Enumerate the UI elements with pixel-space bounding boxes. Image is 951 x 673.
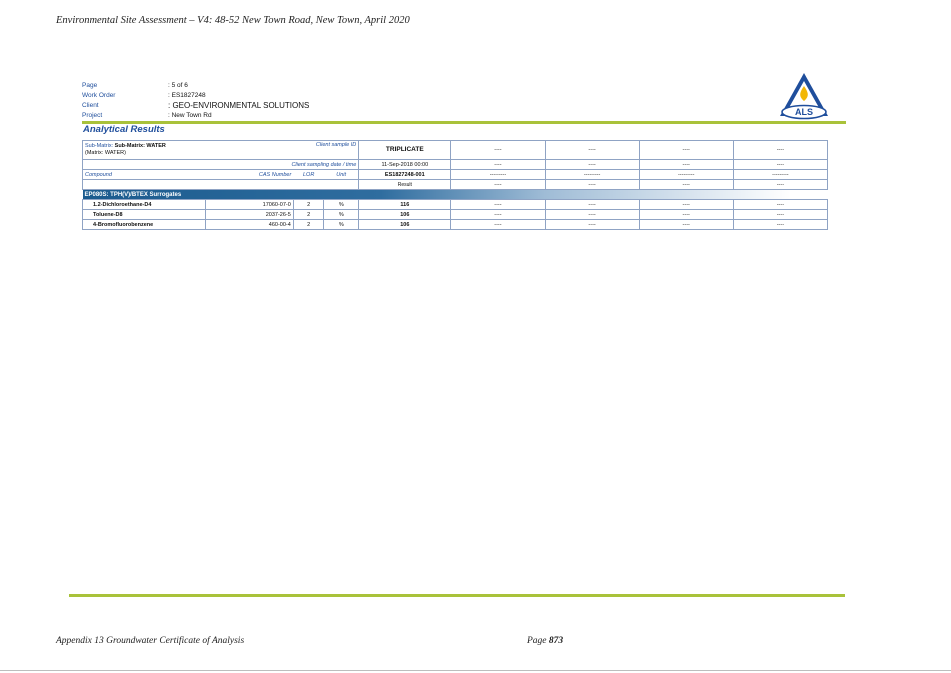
meta-value: : 5 of 6 [168,82,188,89]
matrix: (Matrix: WATER) [85,150,126,156]
result-empty: ---- [451,200,545,210]
result-value: 106 [359,210,451,220]
meta-value: : GEO-ENVIRONMENTAL SOLUTIONS [168,101,310,110]
footer-page-value: 873 [548,636,564,646]
meta-label: Client [82,102,99,109]
sampling-label: Client sampling date / time [83,160,359,170]
meta-label: Page [82,82,98,89]
analytical-results-table [82,140,828,230]
result-empty: ---- [451,210,545,220]
meta-label: Work Order [82,92,116,99]
unit-value: % [324,220,359,230]
sample-id-empty: ---- [639,141,733,160]
result-empty: ---- [639,220,733,230]
unit-header: Unit [324,170,359,180]
lab-id-empty: --------- [639,170,733,180]
meta-row-project [82,111,309,121]
lor-header: LOR [293,170,324,180]
sampling-empty: ---- [733,160,827,170]
meta-row-work-order [82,91,309,101]
lor-value: 2 [293,200,324,210]
lab-id-empty: --------- [545,170,639,180]
compound-header: Compound [83,170,206,180]
section-title: Analytical Results [83,124,165,135]
meta-value: : ES1827248 [168,92,206,99]
result-empty: ---- [639,200,733,210]
sample-id-empty: ---- [545,141,639,160]
unit-value: % [324,210,359,220]
table-row [83,200,828,210]
cas-number: 17060-07-0 [205,200,293,210]
sample-id-empty: ---- [733,141,827,160]
footer-page-number [527,636,563,646]
table-row [83,141,828,160]
result-empty: ---- [733,200,827,210]
sampling-empty: ---- [545,160,639,170]
result-empty: ---- [639,180,733,190]
cas-number: 460-00-4 [205,220,293,230]
logo-text: ALS [795,107,813,117]
lab-id-empty: --------- [733,170,827,180]
client-sample-id-label: Client sample ID [205,141,358,160]
meta-value: : New Town Rd [168,112,212,119]
table-row [83,180,828,190]
footer-rule [69,594,845,597]
result-empty: ---- [545,200,639,210]
compound-name: Toluene-D8 [83,210,206,220]
table-row [83,160,828,170]
sample-id-empty: ---- [451,141,545,160]
result-label: Result [359,180,451,190]
compound-name: 4-Bromofluorobenzene [83,220,206,230]
sample-id: TRIPLICATE [359,141,451,160]
page-bottom-line [0,670,951,671]
result-value: 106 [359,220,451,230]
sampling-date: 11-Sep-2018 00:00 [359,160,451,170]
result-empty: ---- [639,210,733,220]
result-empty: ---- [733,210,827,220]
cas-header: CAS Number [205,170,293,180]
result-empty: ---- [545,220,639,230]
result-value: 116 [359,200,451,210]
footer-appendix: Appendix 13 Groundwater Certificate of Analysis [56,636,245,646]
document-header: Environmental Site Assessment – V4: 48-52 New Town Road, New Town, April 2020 [56,15,410,26]
header-rule [82,121,846,124]
result-empty: ---- [451,180,545,190]
lor-value: 2 [293,210,324,220]
result-empty: ---- [733,220,827,230]
result-empty: ---- [451,220,545,230]
table-row [83,220,828,230]
result-empty: ---- [733,180,827,190]
report-meta [82,81,309,121]
sampling-empty: ---- [451,160,545,170]
meta-label: Project [82,112,103,119]
matrix-cell: Sub-Matrix: Sub-Matrix: WATER (Matrix: WATER) [83,141,206,160]
lab-id: ES1827248-001 [359,170,451,180]
table-row [83,210,828,220]
lor-value: 2 [293,220,324,230]
result-empty: ---- [545,180,639,190]
cas-number: 2037-26-5 [205,210,293,220]
footer-page-label: Page [527,636,547,646]
result-empty: ---- [545,210,639,220]
lab-id-empty: --------- [451,170,545,180]
sampling-empty: ---- [639,160,733,170]
meta-row-client [82,101,309,111]
table-row [83,170,828,180]
spacer-cell [83,180,359,190]
group-title: EP080S: TPH(V)/BTEX Surrogates [83,190,828,200]
unit-value: % [324,200,359,210]
als-logo [778,72,830,120]
meta-row-page [82,81,309,91]
compound-name: 1.2-Dichloroethane-D4 [83,200,206,210]
group-band [83,190,828,200]
sub-matrix: Sub-Matrix: WATER [114,143,166,149]
